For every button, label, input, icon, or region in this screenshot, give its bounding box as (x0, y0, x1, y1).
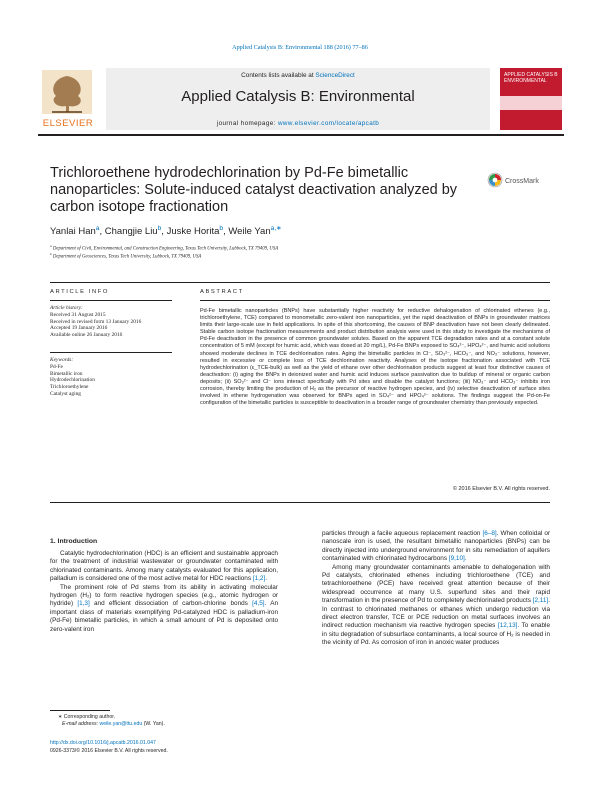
history-label: Article history: (50, 305, 83, 311)
paragraph-text: and efficient dissociation of carbon-chlorine bonds (89, 600, 253, 608)
citation-link[interactable]: [9,10] (448, 555, 465, 563)
author-mark[interactable]: b (157, 224, 162, 232)
paragraph-text: . (265, 575, 268, 583)
author-mark[interactable]: b (219, 224, 224, 232)
keyword: Pd-Fe (50, 363, 63, 370)
author-mark[interactable]: a,∗ (270, 224, 282, 232)
citation-link[interactable]: [4,5] (252, 600, 265, 608)
email-tail: (W. Yan). (142, 721, 165, 727)
paragraph-text: particles through a facile aqueous replacement reaction (322, 530, 483, 537)
email-label: E-mail address: (62, 721, 100, 727)
author-name: Changjie Liu (104, 226, 158, 237)
paragraph-text: Catalytic hydrodechlorination (HDC) is an efficient and sustainable approach for the treatment of industrial wastewater or groundwater contaminated with chlorinated contaminants. Among many catalysts evaluated for this application, palladium is considered one of the most active metal for HDC reactions (50, 550, 278, 583)
keyword: Trichloroethylene (50, 384, 89, 391)
email-link[interactable]: weile.yan@ttu.edu (99, 721, 143, 727)
homepage-prefix: journal homepage: (216, 120, 278, 127)
keyword: Bimetallic iron (50, 370, 83, 377)
keywords (50, 357, 172, 398)
homepage-link[interactable]: www.elsevier.com/locate/apcatb (277, 120, 380, 127)
elsevier-tree-icon (42, 70, 92, 114)
affiliation-mark: b (50, 252, 52, 256)
article-history (50, 305, 172, 339)
info-rule (50, 282, 550, 283)
paragraph-text: . An important class of materials exemplifying Pd-catalyzed HDC is palladium-iron (Pd-Fe) bimetallic particles, in which a small amount of Pd is deposited onto zero-valent iron (50, 600, 279, 633)
affiliation-text: Department of Civil, Environmental, and Construction Engineering, Texas Tech University, Lubbock, TX 79409, USA (52, 246, 279, 252)
crossmark-icon[interactable] (487, 172, 547, 188)
journal-header (38, 68, 564, 130)
history-item: Received in revised form 13 January 2016 (50, 318, 142, 325)
history-item: Received 31 August 2015 (50, 311, 106, 318)
paragraph (50, 584, 278, 634)
paragraph (322, 564, 550, 648)
paragraph-text: . In contrast to chlorinated methanes or ethanes which undergo reduction via direct electron transfer, TCE or PCE reduction on metal surfaces involves an indirect reduction mechanism via reactive hydrogen species (322, 597, 550, 630)
abstract-text: Pd-Fe bimetallic nanoparticles (BNPs) have substantially higher reactivity for reductive dehalogenation of chlorinated ethenes (e.g., trichloroethylene, TCE) compared to monometallic zero-valent iron nanoparticles, yet the rapid deactivation of BNPs in groundwater matrices limits their large-scale use in field applications. In spite of this shortcoming, the causes of BNP deactivation have not been clearly delineated. Stable carbon isotope fractionation measurements and product distribution analysis were used in this study to investigate the mechanisms of Pd-Fe deactivation in the presence of common groundwater solutes. Based on the apparent TCE degradation rates and at a constant solute concentration of 5 mM (except for humic acid, which was dosed at 20 mg/L), Pd-Fe BNPs exposed to SO₄²⁻, HPO₄²⁻, and humic acid solutions showed moderate declines in TCE dechlorination rates. Aging the bimetallic particles in Cl⁻, SO₃²⁻, HCO₃⁻, and NO₃⁻ solutions, however, resulted in excessive or complete loss of TCE dechlorination reactivity. Analyses of the isotope fractionation associated with TCE hydrodechlorination (ε_TCE-bulk) as well as the yield of ethane over other dechlorination products suggest at least four distinctive causes of deactivation: (i) aging the BNPs in deionized water and humic acid induces surface passivation due to buildup of mineral or organic carbon deposits; (ii) SO₃²⁻ and Cl⁻ ions interact specifically with Pd sites and disable the catalyst functions; (iii) NO₃⁻ and HCO₃⁻ inhibits iron corrosion, thereby limiting the production of H₂ as the precursor of reactive hydrogen species, and (iv) selective deactivation of surface sites involved in ethene hydrogenation was observed for BNPs aged in SO₄²⁻ and HPO₄²⁻ solutions. The findings suggest the Pd-on-Fe configuration of the bimetallic particles is susceptible to deactivation in a broader range of groundwater chemistry than previously expected. (200, 308, 550, 407)
paragraph-text: Among many groundwater contaminants amenable to dehalogenation with Pd catalysts, chlorinated ethenes including trichloroethene (TCE) and tetrachloroethene (PCE) have received great attention because of their widespread occurrence at many U.S. superfund sites and their rapid transformation in the presence of Pd to completely dechlorinated products (322, 563, 550, 605)
paragraph-text: . When colloidal or nanoscale iron is used, the resultant bimetallic nanoparticles (BNPs) can be directly injected into underground environment for in situ remediation of aquifers contaminated with chlorinated hydrocarbons (322, 530, 550, 563)
elsevier-logo (38, 68, 98, 130)
article-info-rule (50, 300, 172, 301)
citation-link[interactable]: [1,3] (77, 600, 90, 608)
history-item: Accepted 19 January 2016 (50, 325, 108, 332)
issn-line: 0926-3373/© 2016 Elsevier B.V. All rights reserved. (50, 748, 168, 754)
cover-strip (500, 96, 562, 110)
paragraph (322, 530, 550, 564)
affiliation-mark: a (50, 244, 52, 248)
publisher-name: ELSEVIER (42, 118, 94, 129)
citation-link[interactable]: [2,11] (532, 597, 549, 605)
author-name: Juske Horita (166, 226, 220, 237)
affiliation-a (50, 246, 278, 252)
body-column-left (50, 550, 278, 634)
author-list: Yanlai Han$^a$, Changjie Liu$^b$, Juske Horita$^b$, Weile Yan$^{a,∗}$ (50, 224, 282, 237)
journal-cover-thumbnail (500, 68, 562, 130)
body-rule (50, 502, 550, 503)
author-name: Weile Yan (228, 226, 271, 237)
abstract-heading: ABSTRACT (200, 289, 244, 295)
article-info-heading: ARTICLE INFO (50, 289, 110, 295)
email-note (62, 721, 165, 728)
paragraph (50, 550, 278, 584)
crossmark-label: CrossMark (505, 178, 539, 185)
header-rule (38, 134, 564, 136)
corresponding-author-note: ∗ Corresponding author. (58, 714, 116, 720)
citation-link[interactable]: [12,13] (497, 622, 518, 630)
abstract-rule (200, 300, 550, 301)
journal-citation[interactable]: Applied Catalysis B: Environmental 188 (2016) 77–86 (232, 44, 368, 51)
journal-title: Applied Catalysis B: Environmental (181, 88, 415, 105)
paragraph-text: . (464, 555, 467, 563)
author-mark[interactable]: a (95, 224, 100, 232)
keywords-rule (50, 352, 172, 353)
citation-link[interactable]: [6–8] (482, 530, 497, 537)
contents-line (106, 72, 490, 79)
keywords-label: Keywords: (50, 357, 74, 363)
keyword: Hydrodechlorination (50, 377, 95, 384)
cover-text: APPLIED CATALYSIS B ENVIRONMENTAL (504, 72, 558, 84)
doi-link[interactable]: http://dx.doi.org/10.1016/j.apcatb.2016.01.047 (50, 740, 156, 746)
footnote-rule (50, 710, 110, 711)
contents-prefix: Contents lists available at (241, 72, 316, 79)
affiliation-b (50, 254, 201, 260)
author-name: Yanlai Han (50, 226, 96, 237)
paragraph-text: . To enable in situ degradation of subsurface contaminants, a local source of H₂ is needed in the vicinity of Pd. As corrosion of iron in anoxic water produces (322, 622, 551, 647)
affiliation-text: Department of Geosciences, Texas Tech University, Lubbock, TX 79409, USA (52, 254, 202, 260)
citation-link[interactable]: [1,2] (252, 575, 266, 583)
paragraph-text: The prominent role of Pd stems from its ability in activating molecular hydrogen (H₂) to form reactive hydrogen species (e.g., atomic hydrogen or hydride) (50, 583, 278, 608)
abstract-copyright: © 2016 Elsevier B.V. All rights reserved. (452, 486, 550, 492)
history-item: Available online 26 January 2016 (50, 332, 123, 339)
article-title: Trichloroethene hydrodechlorination by Pd-Fe bimetallic nanoparticles: Solute-induced catalyst deactivation analyzed by carbon isotope fractionation (50, 165, 458, 215)
journal-homepage (106, 120, 490, 127)
body-column-right (322, 530, 550, 648)
section-heading-introduction: 1. Introduction (50, 538, 98, 545)
sciencedirect-link[interactable]: ScienceDirect (315, 72, 355, 79)
keyword: Catalyst aging (50, 390, 81, 397)
journal-banner (106, 68, 490, 130)
